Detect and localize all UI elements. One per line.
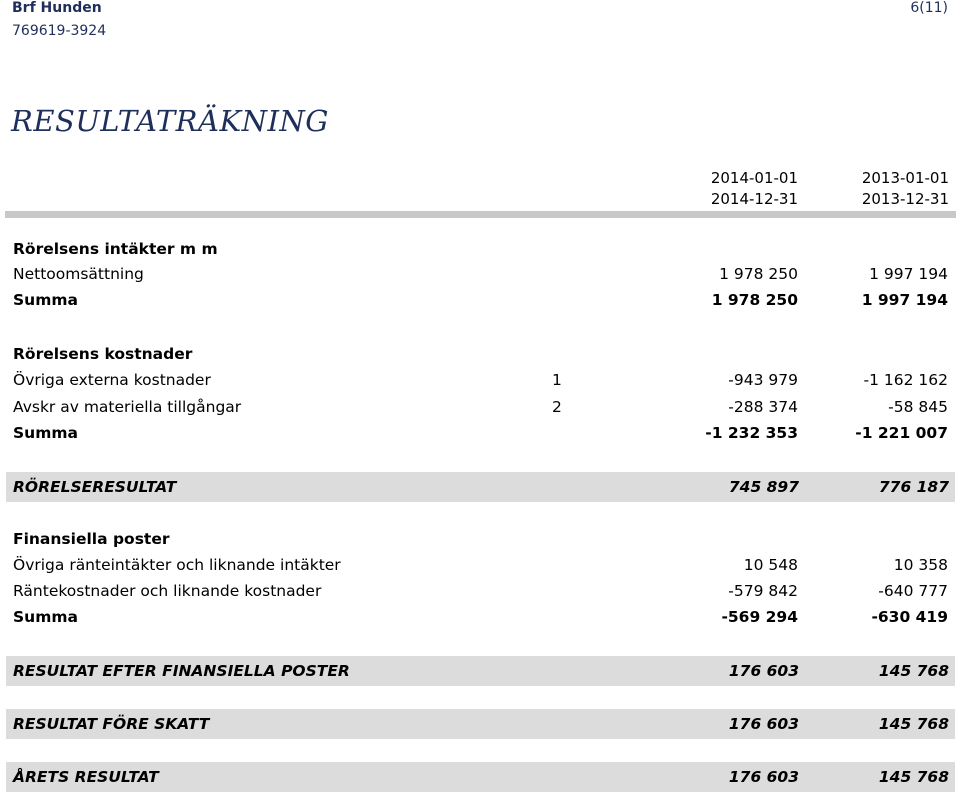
value-2013: -630 419 xyxy=(871,608,948,626)
row-label: ÅRETS RESULTAT xyxy=(13,768,159,786)
row-label: Summa xyxy=(13,608,78,626)
header-divider xyxy=(5,211,956,218)
sum-row xyxy=(0,604,960,630)
section-heading-finansiella xyxy=(0,526,960,552)
value-2014: 745 897 xyxy=(728,478,799,496)
period-from: 2013-01-01 xyxy=(861,169,949,187)
result-band-rorelseresultat xyxy=(6,472,955,502)
value-2014: -943 979 xyxy=(728,371,798,389)
result-band-fore-skatt xyxy=(6,709,955,739)
page-number: 6(11) xyxy=(910,0,948,16)
row-label: Avskr av materiella tillgångar xyxy=(13,398,242,416)
row-label: Övriga externa kostnader xyxy=(13,371,211,389)
value-2014: -569 294 xyxy=(721,608,798,626)
value-2013: -1 162 162 xyxy=(863,371,948,389)
row-label: RESULTAT EFTER FINANSIELLA POSTER xyxy=(13,662,350,680)
period-column-2013 xyxy=(809,168,949,210)
section-heading: Rörelsens intäkter m m xyxy=(13,240,218,258)
org-name: Brf Hunden xyxy=(12,0,102,16)
note-ref: 2 xyxy=(552,398,562,416)
section-heading: Finansiella poster xyxy=(13,530,170,548)
value-2014: 1 978 250 xyxy=(719,265,798,283)
result-band-efter-finansiella xyxy=(6,656,955,686)
value-2014: 10 548 xyxy=(743,556,798,574)
row-label: RÖRELSERESULTAT xyxy=(13,478,177,496)
table-row xyxy=(0,394,960,420)
section-heading-kostnader xyxy=(0,341,960,367)
value-2013: 145 768 xyxy=(878,715,949,733)
sum-row xyxy=(0,287,960,313)
value-2013: 10 358 xyxy=(893,556,948,574)
value-2014: -288 374 xyxy=(728,398,798,416)
value-2013: 1 997 194 xyxy=(861,291,948,309)
value-2013: -1 221 007 xyxy=(855,424,948,442)
value-2014: 176 603 xyxy=(728,715,799,733)
value-2013: -640 777 xyxy=(878,582,948,600)
row-label: Övriga ränteintäkter och liknande intäkter xyxy=(13,556,341,574)
table-row xyxy=(0,261,960,287)
value-2013: 1 997 194 xyxy=(869,265,948,283)
value-2014: -579 842 xyxy=(728,582,798,600)
value-2014: 176 603 xyxy=(728,662,799,680)
section-heading: Rörelsens kostnader xyxy=(13,345,193,363)
org-number: 769619-3924 xyxy=(12,23,107,39)
row-label: Nettoomsättning xyxy=(13,265,144,283)
table-row xyxy=(0,552,960,578)
value-2014: 176 603 xyxy=(728,768,799,786)
period-to: 2014-12-31 xyxy=(710,190,798,208)
section-heading-intakter xyxy=(0,236,960,262)
value-2013: 145 768 xyxy=(878,768,949,786)
value-2014: 1 978 250 xyxy=(711,291,798,309)
sum-row xyxy=(0,420,960,446)
period-column-2014 xyxy=(658,168,798,210)
note-ref: 1 xyxy=(552,371,562,389)
value-2014: -1 232 353 xyxy=(705,424,798,442)
period-to: 2013-12-31 xyxy=(861,190,949,208)
row-label: RESULTAT FÖRE SKATT xyxy=(13,715,210,733)
row-label: Summa xyxy=(13,291,78,309)
value-2013: -58 845 xyxy=(888,398,948,416)
table-row xyxy=(0,578,960,604)
row-label: Räntekostnader och liknande kostnader xyxy=(13,582,322,600)
period-from: 2014-01-01 xyxy=(710,169,798,187)
value-2013: 776 187 xyxy=(878,478,949,496)
result-band-arets-resultat xyxy=(6,762,955,792)
row-label: Summa xyxy=(13,424,78,442)
page-title: RESULTATRÄKNING xyxy=(11,104,329,138)
document-header xyxy=(12,0,106,40)
table-row xyxy=(0,367,960,393)
value-2013: 145 768 xyxy=(878,662,949,680)
